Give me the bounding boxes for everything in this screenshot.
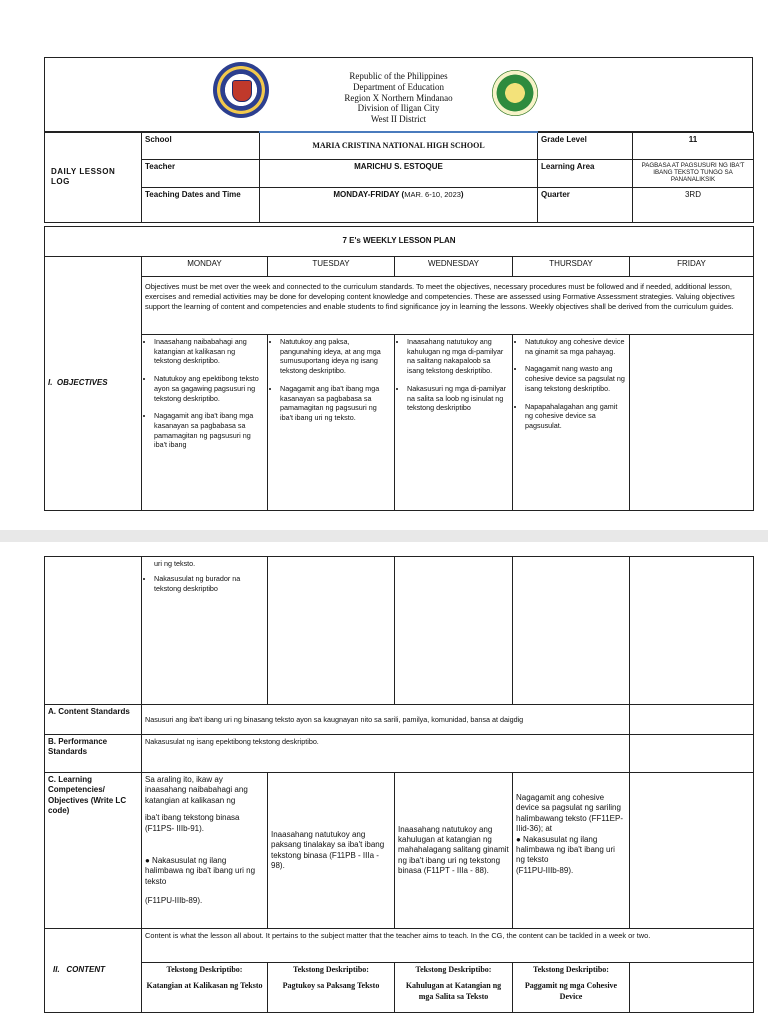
objective-item: • Nagagamit ang iba't ibang mga kasanayan sa pagbabasa sa pamamagitan ng pagsusuri ng iba't ibang bbox=[154, 411, 264, 450]
teacher-value: MARICHU S. ESTOQUE bbox=[260, 159, 538, 187]
performance-standards-friday bbox=[630, 735, 754, 773]
page-separator bbox=[0, 530, 768, 542]
day-header-tuesday: TUESDAY bbox=[268, 257, 395, 277]
deped-seal-logo bbox=[213, 62, 269, 118]
content-number: II. bbox=[53, 965, 60, 975]
objective-item: • Nagagamit ang iba't ibang mga kasanayan sa pagbabasa sa pamamagitan ng pagsusuri ng iba't ibang uri ng teksto. bbox=[280, 384, 391, 423]
header-line: Region X Northern Mindanao bbox=[344, 92, 453, 103]
weekly-plan-table bbox=[44, 226, 754, 511]
teaching-dates-value bbox=[260, 187, 538, 222]
day-header-thursday: THURSDAY bbox=[513, 257, 630, 277]
topic-subtitle: Katangian at Kalikasan ng Teksto bbox=[146, 981, 263, 991]
objectives-tuesday bbox=[268, 335, 395, 511]
quarter-label: Quarter bbox=[538, 187, 633, 222]
competency-text: Sa araling ito, ikaw ay inaasahang naibabahagi ang katangian at kalikasan ng bbox=[145, 775, 248, 805]
teaching-dates-label: Teaching Dates and Time bbox=[142, 187, 260, 222]
content-topic-thursday bbox=[513, 963, 630, 1013]
day-header-monday: MONDAY bbox=[142, 257, 268, 277]
topic-title: Tekstong Deskriptibo: bbox=[166, 965, 243, 974]
header-line: West II District bbox=[370, 114, 427, 125]
topic-subtitle: Paggamit ng mga Cohesive Device bbox=[524, 981, 618, 1001]
grade-level-value: 11 bbox=[633, 132, 754, 159]
learning-competencies-label: C. Learning Competencies/ Objectives (Write LC code) bbox=[45, 773, 142, 929]
content-topic-monday bbox=[142, 963, 268, 1013]
objectives-friday bbox=[630, 335, 754, 511]
objectives-intro: Objectives must be met over the week and connected to the curriculum standards. To meet the objectives, necessary procedures must be followed and if needed, additional lesson, exercises and remedial activities may be done for developing content knowledge and competencies. These are assessed using Formative Assessment strategies. Valuing objectives support the learning of content and competencies and enable students to find significance joy in learning the lessons. Weekly objectives shall be derived from the curriculum guides. bbox=[142, 277, 754, 335]
document-header bbox=[44, 57, 753, 132]
header-line: Division of Iligan City bbox=[357, 103, 440, 114]
objective-item: • Nakasusulat ng burador na tekstong deskriptibo bbox=[154, 574, 264, 593]
content-heading: CONTENT bbox=[66, 965, 106, 975]
weekly-plan-title: 7 E's WEEKLY LESSON PLAN bbox=[45, 227, 754, 257]
objectives-number: I. bbox=[48, 378, 53, 388]
dates-main: MONDAY-FRIDAY ( bbox=[333, 189, 405, 199]
objectives-thursday-continued bbox=[513, 557, 630, 705]
objective-item: • Inaasahang naibabahagi ang katangian at kalikasan ng tekstong deskriptibo. bbox=[154, 337, 264, 366]
objectives-heading: OBJECTIVES bbox=[56, 378, 108, 388]
objectives-friday-continued bbox=[630, 557, 754, 705]
school-label: School bbox=[142, 132, 260, 159]
objective-item: • Nakasusuri ng mga di-pamilyar na salita sa loob ng isinulat ng tekstong deskriptibo bbox=[407, 384, 509, 413]
info-table bbox=[44, 131, 754, 223]
dates-range: MAR. 6-10, 2023 bbox=[404, 189, 461, 199]
content-intro: Content is what the lesson all about. It pertains to the subject matter that the teacher aims to teach. In the CG, the content can be tackled in a week or two. bbox=[142, 929, 754, 963]
content-topic-friday bbox=[630, 963, 754, 1013]
competencies-monday bbox=[142, 773, 268, 929]
lesson-details-table bbox=[44, 556, 754, 1013]
competency-code: (F11PU-IIIb-89). bbox=[516, 865, 574, 875]
competency-text: ● Nakasusulat ng ilang halimbawa ng iba't ibang uri ng teksto bbox=[516, 834, 615, 865]
objectives-monday bbox=[142, 335, 268, 511]
school-value: MARIA CRISTINA NATIONAL HIGH SCHOOL bbox=[260, 132, 538, 159]
teacher-label: Teacher bbox=[142, 159, 260, 187]
performance-standards-text: Nakasusulat ng isang epektibong tekstong deskriptibo. bbox=[142, 735, 630, 773]
objectives-wednesday bbox=[395, 335, 513, 511]
learning-area-value: PAGBASA AT PAGSUSURI NG IBA'T IBANG TEKSTO TUNGO SA PANANALIKSIK bbox=[633, 159, 754, 187]
competencies-tuesday: Inaasahang natutukoy ang paksang tinalakay sa iba't ibang tekstong binasa (F11PB - IIIa - 98). bbox=[268, 773, 395, 929]
dates-end: ) bbox=[460, 189, 464, 199]
content-topic-wednesday bbox=[395, 963, 513, 1013]
objective-item: • Natutukoy ang cohesive device na ginamit sa mga pahayag. bbox=[525, 337, 626, 356]
grade-level-label: Grade Level bbox=[538, 132, 633, 159]
day-header-wednesday: WEDNESDAY bbox=[395, 257, 513, 277]
quarter-value: 3RD bbox=[633, 187, 754, 222]
objective-item: • Inaasahang natutukoy ang kahulugan ng mga di-pamilyar na salitang nakapaloob sa isang tekstong deskriptibo. bbox=[407, 337, 509, 376]
objective-item: • Natutukoy ang epektibong teksto ayon sa gagawing pagsusuri ng tekstong deskriptibo. bbox=[154, 374, 264, 403]
competency-code: (F11PU-IIIb-89). bbox=[145, 896, 203, 906]
competencies-wednesday: Inaasahang natutukoy ang kahulugan at katangian ng mahahalagang salitang ginamit ng iba't ibang uri ng tekstong binasa (F11PT - IIIa - 88). bbox=[395, 773, 513, 929]
learning-area-label: Learning Area bbox=[538, 159, 633, 187]
performance-standards-label: B. Performance Standards bbox=[45, 735, 142, 773]
content-standards-text: Nasusuri ang iba't ibang uri ng binasang teksto ayon sa kaugnayan nito sa sarili, pamilya, komunidad, bansa at daigdig bbox=[142, 705, 630, 735]
topic-subtitle: Kahulugan at Katangian ng mga Salita sa Teksto bbox=[405, 981, 502, 1001]
header-line: Republic of the Philippines bbox=[349, 71, 448, 81]
topic-title: Tekstong Deskriptibo: bbox=[293, 965, 369, 974]
competencies-thursday bbox=[513, 773, 630, 929]
competencies-friday bbox=[630, 773, 754, 929]
topic-title: Tekstong Deskriptibo: bbox=[415, 965, 492, 974]
objectives-monday-continued bbox=[142, 557, 268, 705]
iligan-city-seal-logo bbox=[492, 70, 538, 116]
objectives-wednesday-continued bbox=[395, 557, 513, 705]
topic-subtitle: Pagtukoy sa Paksang Teksto bbox=[282, 981, 380, 991]
page-2 bbox=[0, 542, 768, 1024]
objective-item: • Nagagamit nang wasto ang cohesive device sa pagsulat ng isang tekstong deskriptibo. bbox=[525, 364, 626, 393]
objectives-thursday bbox=[513, 335, 630, 511]
competency-text: Nagagamit ang cohesive device sa pagsulat ng sariling halimbawang teksto (FF11EP-IIid-36); at bbox=[516, 793, 624, 834]
content-standards-friday bbox=[630, 705, 754, 735]
content-standards-label: A. Content Standards bbox=[45, 705, 142, 735]
day-header-friday: FRIDAY bbox=[630, 257, 754, 277]
competency-text: iba't ibang tekstong binasa (F11PS- IIIb-91). bbox=[145, 813, 240, 833]
objective-continued-text: uri ng teksto. bbox=[154, 559, 196, 568]
header-line: Department of Education bbox=[353, 81, 444, 92]
header-text bbox=[45, 71, 752, 125]
objectives-continued-label bbox=[45, 557, 142, 705]
competency-text: ● Nakasusulat ng ilang halimbawa ng iba't ibang uri ng teksto bbox=[145, 855, 256, 886]
objectives-tuesday-continued bbox=[268, 557, 395, 705]
content-label bbox=[45, 929, 142, 1013]
topic-title: Tekstong Deskriptibo: bbox=[533, 965, 609, 974]
objectives-label bbox=[45, 257, 142, 511]
content-topic-tuesday bbox=[268, 963, 395, 1013]
objective-item: • Natutukoy ang paksa, pangunahing ideya, at ang mga sumusuportang ideya ng isang tekstong deskriptibo. bbox=[280, 337, 391, 376]
daily-lesson-log-title: DAILY LESSON LOG bbox=[45, 132, 142, 222]
objective-item: • Napapahalagahan ang gamit ng cohesive device sa pagsusulat. bbox=[525, 402, 626, 431]
